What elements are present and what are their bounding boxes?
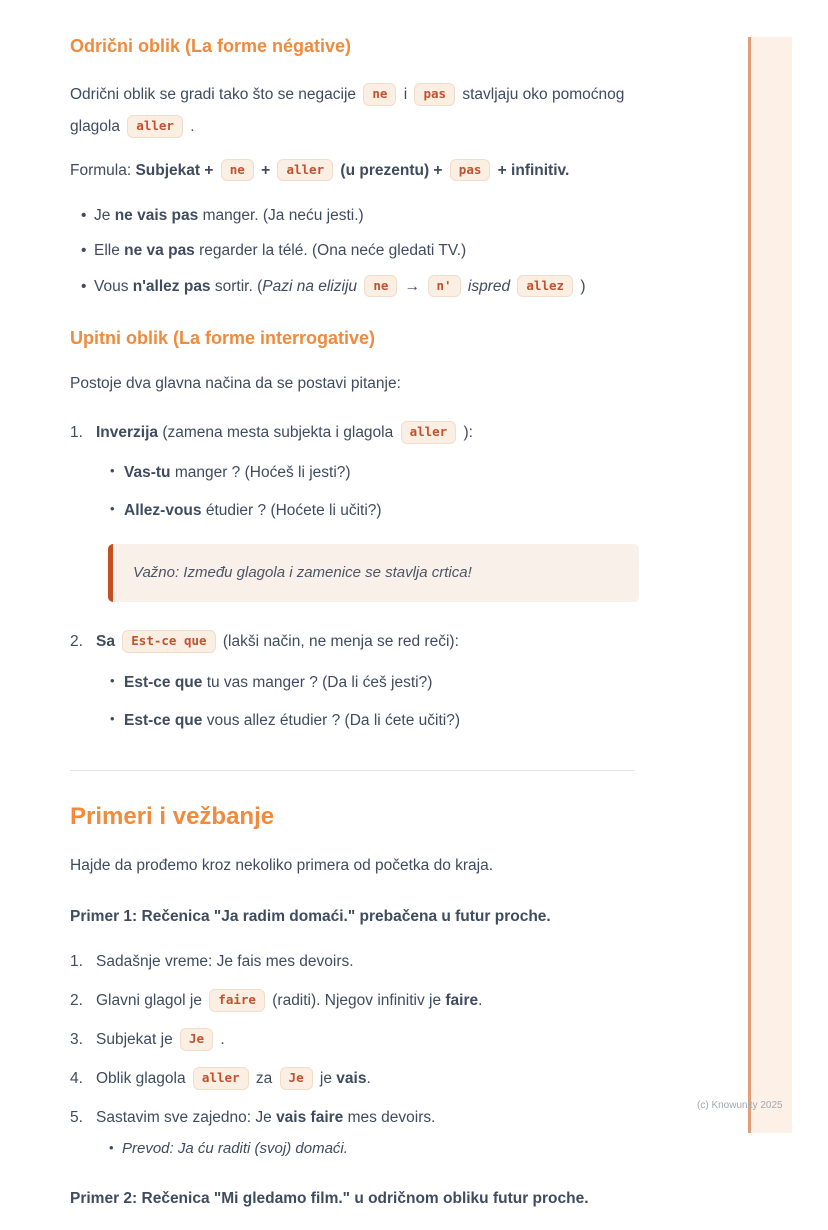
interrogative-intro-paragraph: Postoje dva glavna načina da se postavi pitanje: — [70, 374, 401, 392]
callout-text: Važno: Između glagola i zamenice se stavlja crtica! — [133, 564, 472, 582]
code-chip: faire — [209, 989, 265, 1012]
copyright-watermark: (c) Knowunity 2025 — [697, 1100, 783, 1111]
text-segment: (zamena mesta subjekta i glagola — [158, 424, 398, 442]
text-segment: Vas-tu — [124, 464, 171, 482]
text-segment: Odrični oblik se gradi tako što se negacije — [70, 86, 361, 103]
text-segment: Glavni glagol je — [96, 992, 207, 1010]
text-segment: (lakši način, ne menja se red reči): — [218, 633, 459, 651]
text-segment: Allez-vous — [124, 502, 202, 520]
text-segment: je — [315, 1070, 337, 1088]
list-item — [124, 497, 660, 524]
text-segment: mes devoirs. — [343, 1109, 436, 1127]
text-segment: Sa — [96, 633, 120, 651]
text-segment: sortir. ( — [210, 277, 263, 295]
list-item — [122, 1136, 660, 1162]
text-segment: Pazi na eliziju — [262, 277, 362, 295]
text-segment: . — [185, 117, 195, 135]
interrogative-methods-list — [70, 419, 660, 734]
code-chip: ne — [221, 159, 254, 182]
list-item-inversion — [96, 419, 660, 602]
text-segment: vous allez étudier ? (Da li ćete učiti?) — [202, 711, 460, 729]
important-callout — [108, 544, 639, 602]
list-item — [94, 202, 660, 229]
text-segment: i — [399, 86, 412, 103]
text-segment: stavljaju oko pomoćnog glagola — [70, 86, 625, 135]
code-chip: allez — [517, 275, 573, 298]
text-segment: Vous — [94, 277, 133, 295]
est-ce-que-examples-list — [96, 669, 660, 734]
code-chip: aller — [193, 1067, 249, 1090]
examples-intro-paragraph: Hajde da prođemo kroz nekoliko primera od početka do kraja. — [70, 856, 494, 874]
text-segment: + infinitiv. — [493, 161, 570, 179]
list-item — [96, 1065, 660, 1092]
formula-paragraph — [70, 155, 660, 187]
text-segment: faire — [445, 992, 479, 1010]
text-segment: tu vas manger ? (Da li ćeš jesti?) — [202, 673, 433, 691]
text-segment: ne vais pas — [114, 207, 199, 225]
text-segment: . — [216, 1031, 225, 1049]
list-item — [96, 987, 660, 1014]
text-segment: → — [400, 277, 425, 295]
code-chip: ne — [364, 275, 397, 298]
code-chip: Est-ce que — [122, 630, 215, 653]
text-segment: + — [256, 161, 275, 179]
code-chip: pas — [450, 159, 491, 182]
text-segment: . — [366, 1070, 371, 1088]
text-segment: Subjekat + — [135, 161, 218, 179]
code-chip: n' — [428, 275, 461, 298]
section-heading-negative: Odrični oblik (La forme négative) — [70, 36, 352, 56]
list-item — [124, 707, 660, 734]
text-segment: étudier ? (Hoćete li učiti?) — [201, 502, 382, 520]
list-item-lead — [96, 1109, 435, 1126]
section-divider — [70, 770, 635, 771]
code-chip: aller — [277, 159, 333, 182]
text-segment: Prevod: Ja ću raditi (svoj) domaći. — [122, 1139, 348, 1157]
code-chip: Je — [280, 1067, 313, 1090]
code-chip: ne — [363, 83, 396, 106]
list-item — [96, 1026, 660, 1053]
negative-intro-paragraph — [70, 79, 660, 143]
inversion-examples-list — [96, 459, 660, 524]
text-segment: Inverzija — [96, 424, 159, 442]
text-segment: Sastavim sve zajedno: Je — [96, 1109, 277, 1127]
list-item — [124, 669, 660, 696]
list-item-est-ce-que — [96, 628, 660, 733]
text-segment: ne va pas — [124, 242, 195, 260]
primer1-steps-list — [70, 948, 660, 1161]
page-edge-decoration — [748, 37, 792, 1133]
text-segment: (raditi). Njegov infinitiv je — [267, 992, 446, 1010]
section-heading-interrogative: Upitni oblik (La forme interrogative) — [70, 327, 376, 348]
text-segment: regarder la télé. (Ona neće gledati TV.) — [194, 242, 467, 260]
translation-note-list — [96, 1136, 660, 1162]
text-segment: Sadašnje vreme: Je fais mes devoirs. — [96, 952, 354, 970]
list-item-lead — [96, 424, 473, 441]
text-segment: . — [478, 992, 483, 1010]
text-segment: vais faire — [276, 1109, 344, 1127]
list-item — [94, 237, 660, 264]
list-item — [94, 273, 660, 300]
text-segment: vais — [336, 1070, 367, 1088]
list-item — [96, 948, 660, 975]
text-segment: Oblik glagola — [96, 1070, 190, 1088]
text-segment: ): — [459, 424, 473, 442]
document-content — [70, 0, 660, 1230]
text-segment: za — [251, 1070, 277, 1088]
primer1-title: Primer 1: Rečenica "Ja radim domaći." prebačena u futur proche. — [70, 908, 551, 926]
primer2-title: Primer 2: Rečenica "Mi gledamo film." u odričnom obliku futur proche. — [70, 1190, 589, 1208]
text-segment: ispred — [463, 277, 515, 295]
code-chip: aller — [401, 421, 457, 444]
text-segment: Elle — [94, 242, 125, 260]
list-item-lead — [96, 633, 459, 650]
negative-examples-list — [70, 202, 660, 299]
text-segment: Subjekat je — [96, 1031, 177, 1049]
text-segment: (u prezentu) + — [336, 161, 447, 179]
code-chip: Je — [180, 1028, 213, 1051]
code-chip: pas — [414, 83, 455, 106]
text-segment: manger. (Ja neću jesti.) — [198, 207, 364, 225]
text-segment: manger ? (Hoćeš li jesti?) — [170, 464, 351, 482]
text-segment: Formula: — [70, 161, 136, 179]
list-item — [124, 459, 660, 486]
list-item-final-step — [96, 1104, 660, 1161]
text-segment: Est-ce que — [124, 673, 203, 691]
code-chip: aller — [127, 115, 183, 138]
text-segment: Je — [94, 207, 115, 225]
section-heading-examples: Primeri i vežbanje — [70, 802, 275, 830]
text-segment: Est-ce que — [124, 711, 203, 729]
text-segment: ) — [576, 277, 586, 295]
text-segment: n'allez pas — [132, 277, 211, 295]
